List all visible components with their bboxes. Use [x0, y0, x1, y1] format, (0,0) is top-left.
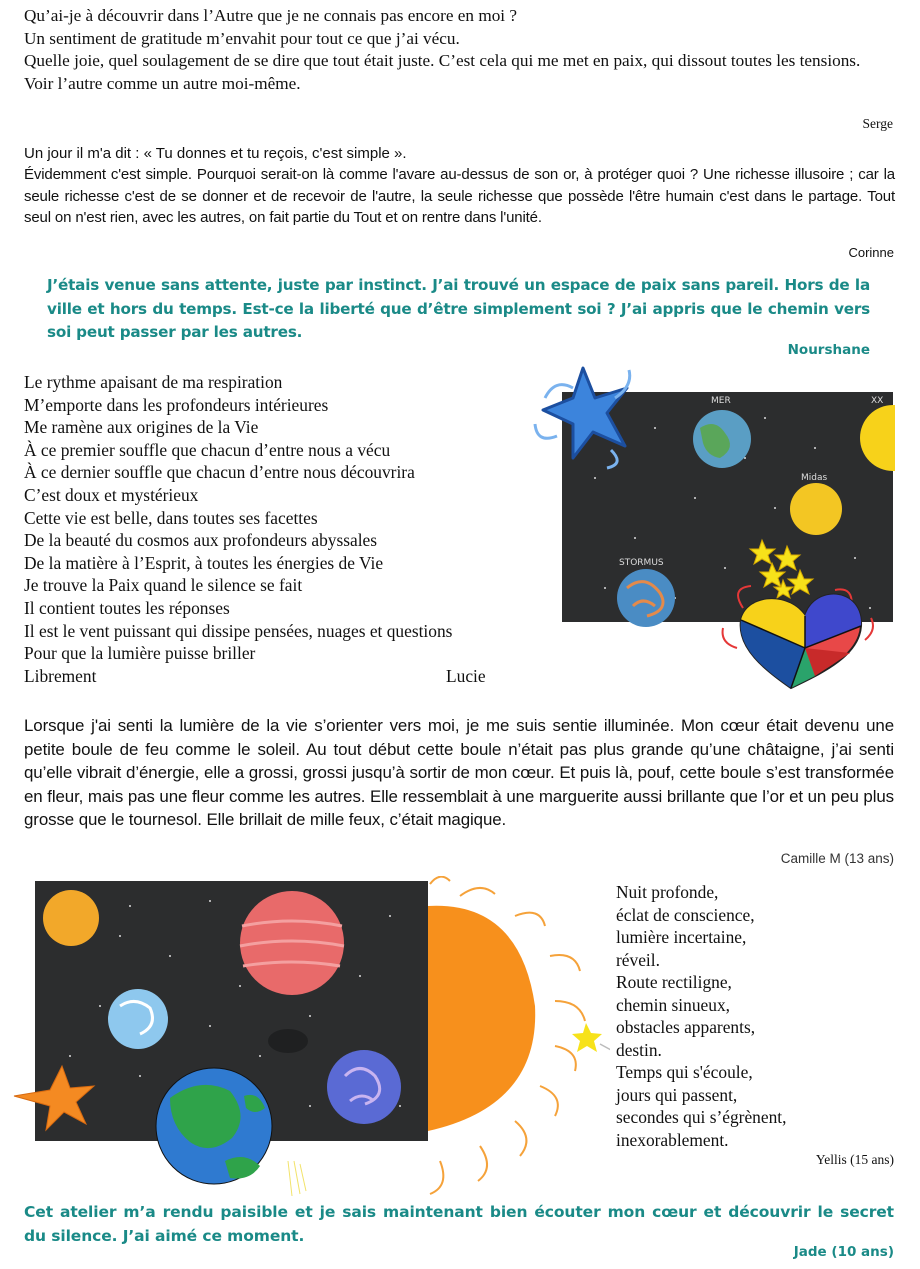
lucie-line-4: À ce premier souffle que chacun d’entre nous a vécu [24, 439, 391, 460]
corinne-line-2: Évidemment c'est simple. Pourquoi serait-on là comme l'avare au-dessus de son or, à protéger quoi ? Une richesse illusoire ; car la seule richesse c'est de se donner et de recevoir de l'autre, la seule richesse que possède l'être humain c'est dans le partage. Tout seul on n'est rien, avec les autres, on fait partie du Tout et on rentre dans l'unité. [24, 166, 895, 226]
jade-signature: Jade (10 ans) [793, 1244, 894, 1260]
planet-label-stormus: STORMUS [619, 558, 664, 568]
lucie-line-2: M’emporte dans les profondeurs intérieures [24, 394, 329, 415]
planet-label-xx: XX [871, 396, 884, 406]
lucie-line-11: Il contient toutes les réponses [24, 597, 230, 618]
planet-midas [790, 483, 842, 535]
lucie-line-3: Me ramène aux origines de la Vie [24, 417, 259, 438]
yellis-signature: Yellis (15 ans) [815, 1152, 894, 1167]
yellis-line-12: inexorablement. [616, 1129, 729, 1150]
jade-text: Cet atelier m’a rendu paisible et je sais maintenant bien écouter mon cœur et découvrir le secret du silence. J’ai aimé ce moment. [24, 1203, 894, 1245]
nourshane-signature: Nourshane [787, 342, 870, 358]
corinne-line-1: Un jour il m'a dit : « Tu donnes et tu reçois, c'est simple ». [24, 145, 407, 162]
lucie-line-12: Il est le vent puissant qui dissipe pensées, nuages et questions [24, 620, 453, 641]
yellis-line-2: éclat de conscience, [616, 904, 755, 925]
planet-label-mer: MER [711, 396, 731, 406]
yellis-line-5: Route rectiligne, [616, 972, 732, 992]
yellis-poem [616, 881, 886, 1151]
lucie-line-8: De la beauté du cosmos aux profondeurs abyssales [24, 530, 378, 551]
nourshane-text: J’étais venue sans attente, juste par instinct. J’ai trouvé un espace de paix sans pareil. Hors de la ville et hors du temps. Est-ce la liberté que d’être simplement soi ? J’ai appris que le chemin vers soi peut passer par les autres. [47, 276, 870, 341]
lucie-line-5: À ce dernier souffle que chacun d’entre nous découvrira [24, 462, 415, 483]
serge-signature: Serge [862, 116, 893, 131]
lucie-line-10: Je trouve la Paix quand le silence se fait [24, 575, 303, 596]
serge-line-2: Un sentiment de gratitude m’envahit pour tout ce que j’ai vécu. [24, 28, 460, 48]
yellis-line-4: réveil. [616, 949, 660, 970]
camille-text: Lorsque j'ai senti la lumière de la vie s’orienter vers moi, je me suis sentie illuminée. Mon cœur était devenu une petite boule de feu comme le soleil. Au tout début cette boule n’était pas plus grande qu’une châtaigne, j’ai senti qu’elle vibrait d’énergie, elle a grossi, grossi jusqu’à sortir de mon cœur. Et puis là, pouf, cette boule s’est transformée en fleur, mais pas une fleur comme les autres. Elle ressemblait à une marguerite aussi brillante que l’or et un peu plus grosse que le tournesol. Elle brillait de mille feux, c’était magique. [24, 716, 894, 829]
planet-stormus [617, 569, 675, 627]
camille-signature: Camille M (13 ans) [780, 851, 894, 866]
lucie-line-14: Librement [24, 665, 97, 686]
planet-label-midas: Midas [801, 473, 828, 483]
shooting-star-icon [572, 1023, 602, 1052]
space-drawing-earth-sun-svg [10, 876, 610, 1206]
corinne-signature: Corinne [848, 245, 894, 260]
yellis-line-7: obstacles apparents, [616, 1017, 756, 1037]
space-drawing-planets-heart-svg [515, 358, 895, 693]
serge-line-4: Voir l’autre comme un autre moi-même. [24, 73, 301, 93]
yellis-line-9: Temps qui s'écoule, [616, 1062, 753, 1082]
space-drawing-planets-heart [515, 358, 895, 693]
serge-text [24, 5, 894, 95]
lucie-line-9: De la matière à l’Esprit, à toutes les énergies de Vie [24, 552, 384, 573]
sun-icon [428, 906, 535, 1131]
corinne-text [24, 143, 895, 228]
yellis-line-3: lumière incertaine, [616, 927, 747, 947]
yellis-line-11: secondes qui s’égrènent, [616, 1107, 787, 1127]
lucie-poem [24, 371, 534, 687]
earth-icon [156, 1068, 272, 1184]
yellis-line-8: destin. [616, 1039, 662, 1060]
planet-orange [43, 890, 99, 946]
yellis-line-1: Nuit profonde, [616, 882, 719, 902]
planet-light-blue [108, 989, 168, 1049]
lucie-signature: Lucie [446, 666, 486, 686]
yellis-line-10: jours qui passent, [616, 1084, 738, 1105]
serge-line-3: Quelle joie, quel soulagement de se dire que tout était juste. C’est cela qui me met en paix, qui dissout toutes les tensions. [24, 51, 861, 70]
lucie-line-7: Cette vie est belle, dans toutes ses facettes [24, 507, 318, 528]
planet-purple [327, 1050, 401, 1124]
yellis-line-6: chemin sinueux, [616, 994, 730, 1015]
serge-line-1: Qu’ai-je à découvrir dans l’Autre que je ne connais pas encore en moi ? [24, 6, 517, 25]
lucie-line-6: C’est doux et mystérieux [24, 484, 199, 505]
lucie-line-13: Pour que la lumière puisse briller [24, 643, 256, 664]
space-drawing-earth-sun [10, 876, 610, 1206]
lucie-line-1: Le rythme apaisant de ma respiration [24, 372, 283, 392]
